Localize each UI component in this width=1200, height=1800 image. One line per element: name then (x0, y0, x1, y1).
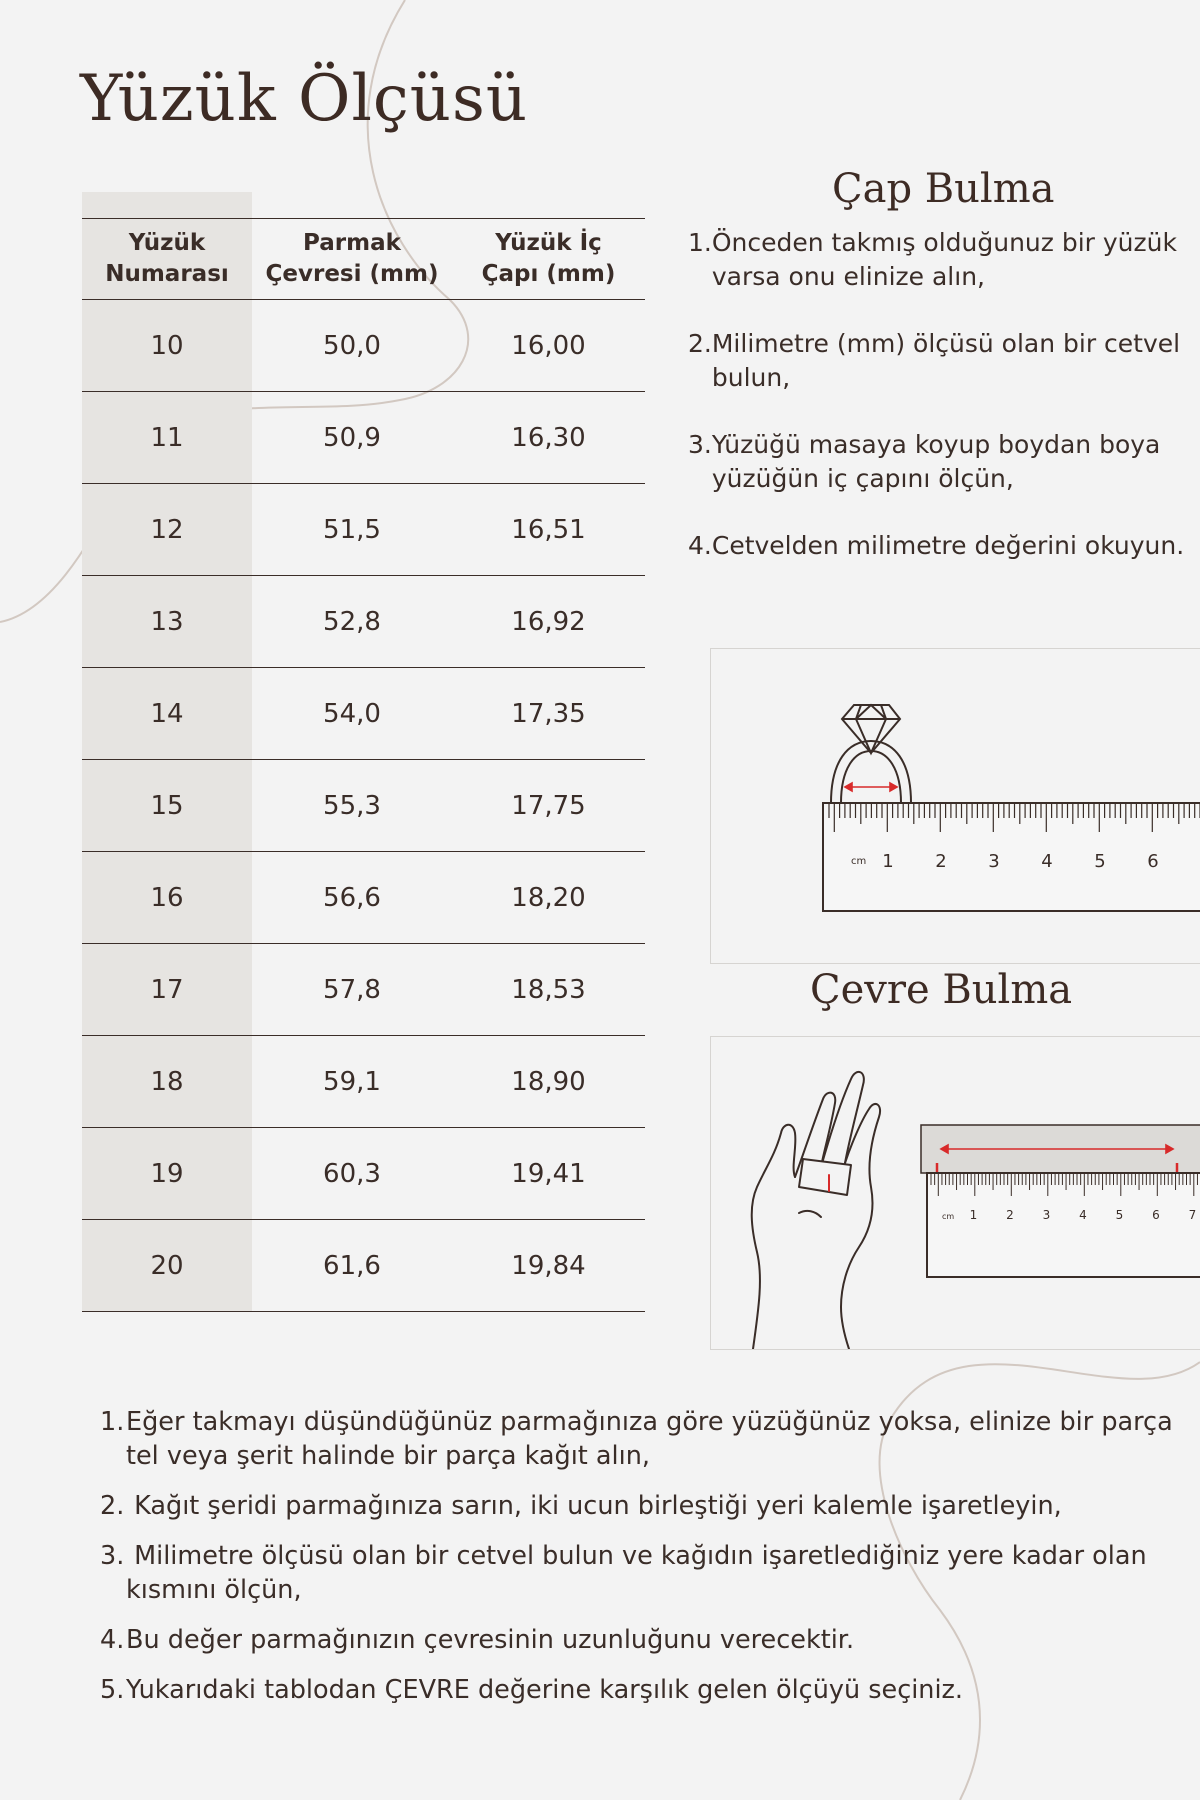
cell-ring-number: 12 (150, 514, 184, 545)
step-number: 3. (688, 430, 712, 459)
cell-finger-circumference: 59,1 (323, 1066, 381, 1097)
cell-ring-number: 14 (150, 698, 184, 729)
header-line: Numarası (105, 261, 229, 287)
cell-inner-diameter: 18,90 (511, 1066, 586, 1097)
cell-finger-circumference: 57,8 (323, 974, 381, 1005)
step-item (688, 529, 1188, 563)
table-row (82, 668, 645, 760)
table-row (82, 944, 645, 1036)
ruler-number: 3 (988, 851, 1000, 872)
table-row (82, 1036, 645, 1128)
table-row (82, 576, 645, 668)
step-item (100, 1405, 1180, 1473)
hand-ruler-drawing (711, 1037, 1200, 1349)
step-number: 4. (100, 1625, 125, 1655)
header-line: Çevresi (mm) (265, 261, 439, 287)
step-text: Önceden takmış olduğunuz bir yüzük varsa onu elinize alın, (711, 228, 1185, 291)
step-text: Eğer takmayı düşündüğünüz parmağınıza göre yüzüğünüz yoksa, elinize bir parça tel veya şerit halinde bir parça kağıt alın, (126, 1407, 1181, 1471)
cell-inner-diameter: 16,30 (511, 422, 586, 453)
cell-inner-diameter: 17,35 (511, 698, 586, 729)
header-inner-diameter (452, 219, 645, 299)
ruler-number: 6 (1147, 851, 1159, 872)
step-text: Yüzüğü masaya koyup boydan boya yüzüğün iç çapını ölçün, (711, 430, 1169, 493)
step-item (688, 226, 1188, 294)
table-body (82, 300, 645, 1312)
cell-finger-circumference: 55,3 (323, 790, 381, 821)
step-item (100, 1623, 1180, 1657)
cell-ring-number: 16 (150, 882, 184, 913)
step-item (688, 327, 1188, 395)
circumference-illustration (710, 1036, 1200, 1350)
table-row (82, 1220, 645, 1312)
ruler-number: 1 (969, 1208, 978, 1222)
hand-icon (752, 1072, 880, 1349)
cell-ring-number: 13 (150, 606, 184, 637)
header-ring-number (82, 219, 252, 299)
cell-inner-diameter: 16,92 (511, 606, 586, 637)
cell-finger-circumference: 50,0 (323, 330, 381, 361)
ruler-number: 3 (1042, 1208, 1051, 1222)
cell-finger-circumference: 54,0 (323, 698, 381, 729)
table-row (82, 760, 645, 852)
cell-finger-circumference: 60,3 (323, 1158, 381, 1189)
ruler-number: 5 (1094, 851, 1106, 872)
step-number: 1. (100, 1407, 125, 1437)
cell-ring-number: 17 (150, 974, 184, 1005)
ruler-number: 2 (1006, 1208, 1014, 1222)
table-row (82, 300, 645, 392)
cell-inner-diameter: 16,51 (511, 514, 586, 545)
step-item (100, 1489, 1180, 1523)
step-text: Milimetre ölçüsü olan bir cetvel bulun ve kağıdın işaretlediğiniz yere kadar olan kısmını ölçün, (126, 1541, 1155, 1605)
cell-ring-number: 20 (150, 1250, 184, 1281)
cell-ring-number: 18 (150, 1066, 184, 1097)
cell-inner-diameter: 19,41 (511, 1158, 586, 1189)
step-number: 5. (100, 1675, 125, 1705)
diamond-icon (842, 705, 900, 753)
diameter-heading: Çap Bulma (832, 166, 1055, 212)
ruler-unit: cm (851, 856, 867, 867)
cell-ring-number: 15 (150, 790, 184, 821)
ring-size-table (82, 218, 645, 1312)
cell-inner-diameter: 19,84 (511, 1250, 586, 1281)
page-title: Yüzük Ölçüsü (80, 62, 529, 136)
cell-ring-number: 11 (150, 422, 184, 453)
circumference-heading: Çevre Bulma (810, 967, 1073, 1013)
table-header (82, 218, 645, 300)
step-number: 2. (100, 1491, 125, 1521)
cell-ring-number: 10 (150, 330, 184, 361)
step-number: 4. (688, 531, 712, 560)
ruler-number: 1 (882, 851, 894, 872)
step-number: 2. (688, 329, 712, 358)
header-line: Yüzük İç (495, 230, 602, 256)
step-text: Yukarıdaki tablodan ÇEVRE değerine karşılık gelen ölçüyü seçiniz. (126, 1675, 964, 1705)
cell-finger-circumference: 61,6 (323, 1250, 381, 1281)
step-text: Cetvelden milimetre değerini okuyun. (711, 531, 1185, 560)
table-row (82, 484, 645, 576)
step-text: Kağıt şeridi parmağınıza sarın, iki ucun birleştiği yeri kalemle işaretleyin, (126, 1491, 1062, 1521)
diameter-steps (688, 226, 1188, 596)
cell-inner-diameter: 17,75 (511, 790, 586, 821)
header-line: Yüzük (128, 230, 206, 256)
ring-ruler-drawing (711, 649, 1200, 963)
cell-finger-circumference: 56,6 (323, 882, 381, 913)
step-number: 3. (100, 1541, 125, 1571)
ruler-number: 6 (1152, 1208, 1160, 1222)
table-row (82, 392, 645, 484)
diameter-illustration (710, 648, 1200, 964)
circumference-steps (100, 1405, 1180, 1723)
step-number: 1. (688, 228, 712, 257)
cell-finger-circumference: 52,8 (323, 606, 381, 637)
step-item (100, 1673, 1180, 1707)
cell-ring-number: 19 (150, 1158, 184, 1189)
step-item (688, 428, 1188, 496)
ruler-number: 2 (935, 851, 947, 872)
cell-finger-circumference: 50,9 (323, 422, 381, 453)
cell-inner-diameter: 18,53 (511, 974, 586, 1005)
step-item (100, 1539, 1180, 1607)
ruler-unit: cm (942, 1212, 955, 1221)
ruler-number: 4 (1041, 851, 1053, 872)
cell-inner-diameter: 18,20 (511, 882, 586, 913)
ruler-number: 5 (1115, 1208, 1124, 1222)
cell-finger-circumference: 51,5 (323, 514, 381, 545)
table-row (82, 1128, 645, 1220)
step-text: Bu değer parmağınızın çevresinin uzunluğunu verecektir. (126, 1625, 855, 1655)
ruler-number: 7 (1188, 1208, 1197, 1222)
table-row (82, 852, 645, 944)
header-finger-circumference (252, 219, 452, 299)
step-text: Milimetre (mm) ölçüsü olan bir cetvel bulun, (711, 329, 1189, 392)
header-line: Parmak (303, 230, 401, 256)
ruler-number: 4 (1079, 1208, 1087, 1222)
header-line: Çapı (mm) (481, 261, 616, 287)
cell-inner-diameter: 16,00 (511, 330, 586, 361)
